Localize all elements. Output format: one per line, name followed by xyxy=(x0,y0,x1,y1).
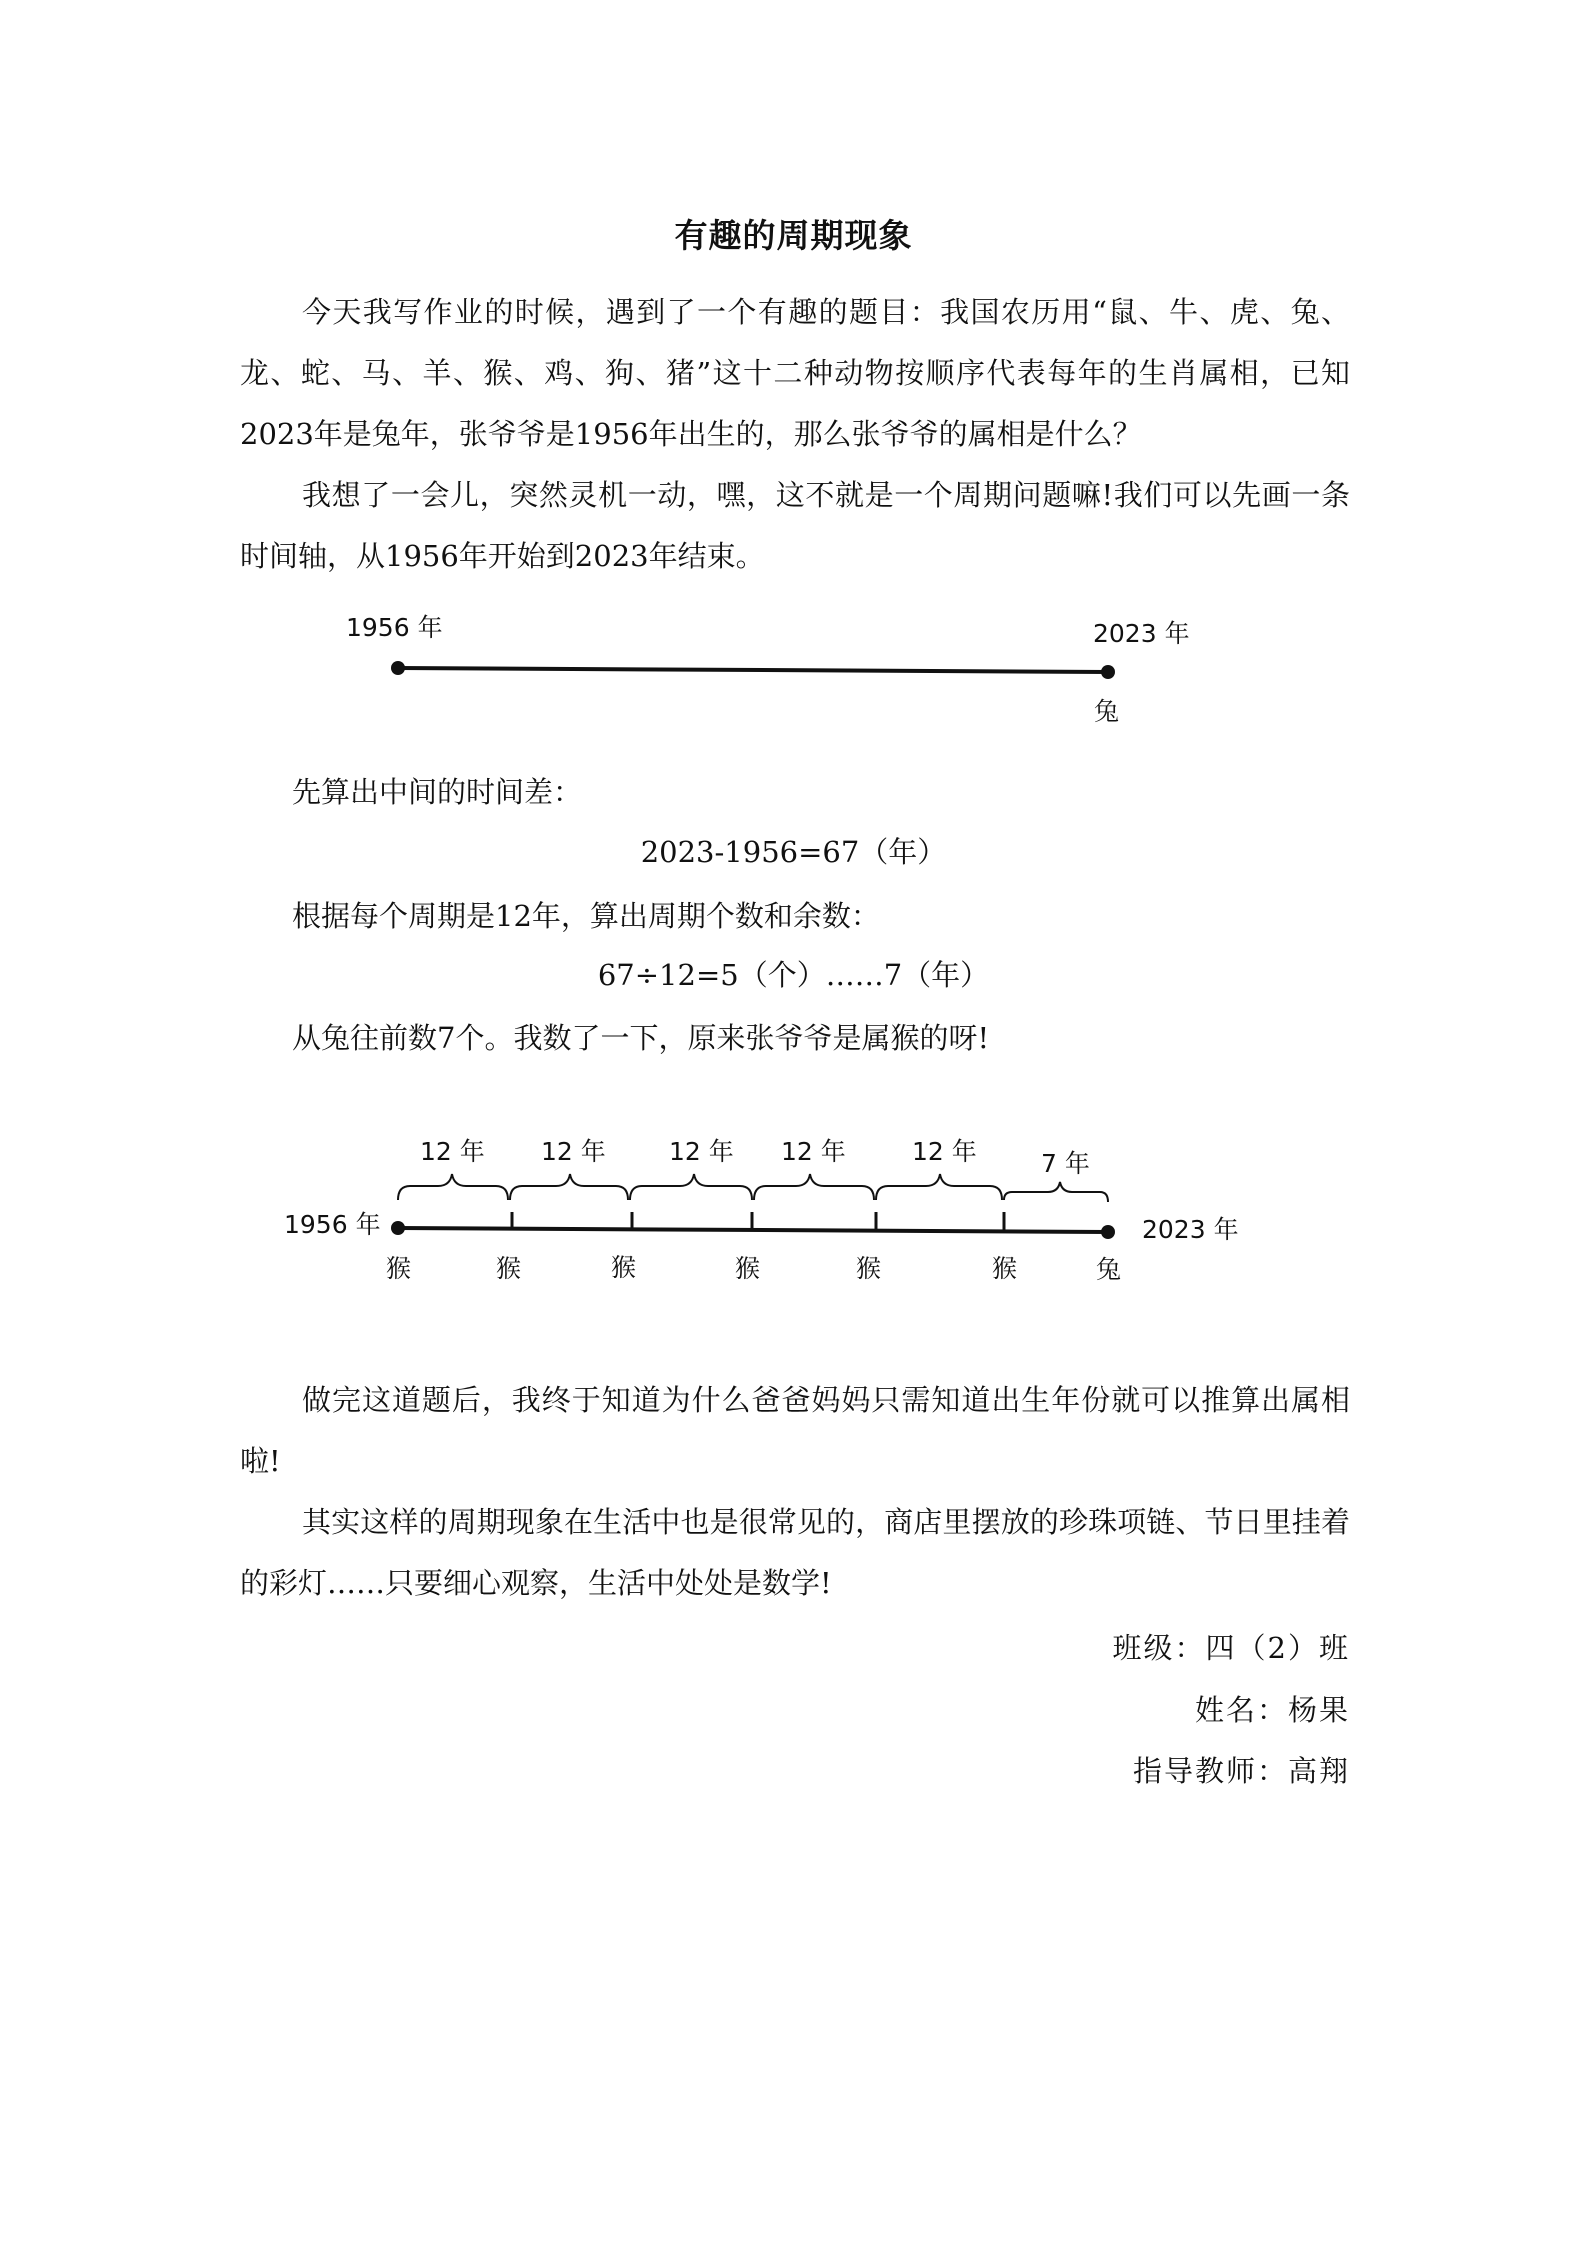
page-title: 有趣的周期现象 xyxy=(674,216,913,255)
signature-class: 班级：四（2）班 xyxy=(1112,1631,1350,1665)
timeline-cycles xyxy=(0,1130,1587,1300)
timeline1-end-label: 2023 年 xyxy=(1093,619,1190,648)
brace xyxy=(630,1174,752,1200)
animal-label: 猴 xyxy=(496,1254,522,1283)
signature-teacher: 指导教师：高翔 xyxy=(1132,1754,1350,1788)
segment-label: 12 年 xyxy=(541,1137,606,1166)
timeline2-end-dot xyxy=(1101,1225,1115,1239)
brace xyxy=(876,1174,1002,1200)
timeline-simple xyxy=(0,600,1587,740)
animal-label: 猴 xyxy=(856,1254,882,1283)
animal-label: 猴 xyxy=(386,1254,412,1283)
segment-braces xyxy=(398,1174,1108,1202)
brace xyxy=(398,1174,508,1200)
paragraph-idea: 我想了一会儿，突然灵机一动，嘿，这不就是一个周期问题嘛!我们可以先画一条时间轴，从1956年开始到2023年结束。 xyxy=(240,478,1350,573)
timeline1-start-label: 1956 年 xyxy=(346,613,443,642)
timeline1-axis xyxy=(398,668,1108,672)
segment-label: 7 年 xyxy=(1041,1149,1090,1178)
paragraph-reflection: 其实这样的周期现象在生活中也是很常见的，商店里摆放的珍珠项链、节日里挂着的彩灯……只要细心观察，生活中处处是数学! xyxy=(240,1505,1350,1600)
signature-name: 姓名：杨果 xyxy=(1194,1693,1350,1727)
brace xyxy=(510,1174,628,1200)
step-count-text: 从兔往前数7个。我数了一下，原来张爷爷是属猴的呀! xyxy=(292,1021,990,1055)
timeline1-end-animal: 兔 xyxy=(1094,697,1120,726)
paragraph-conclusion: 做完这道题后，我终于知道为什么爸爸妈妈只需知道出生年份就可以推算出属相啦! xyxy=(240,1383,1350,1478)
segment-label: 12 年 xyxy=(420,1137,485,1166)
animal-label: 猴 xyxy=(611,1253,637,1282)
equation-division: 67÷12=5（个）……7（年） xyxy=(597,958,990,992)
segment-labels xyxy=(420,1137,1090,1178)
step-difference-text: 先算出中间的时间差： xyxy=(292,775,583,809)
segment-label: 12 年 xyxy=(912,1137,977,1166)
segment-label: 12 年 xyxy=(781,1137,846,1166)
animal-labels xyxy=(386,1253,1121,1284)
timeline2-end-label: 2023 年 xyxy=(1142,1215,1239,1244)
timeline2-start-dot xyxy=(391,1221,405,1235)
timeline2-start-label: 1956 年 xyxy=(284,1210,381,1239)
timeline1-start-dot xyxy=(391,661,405,675)
animal-label: 猴 xyxy=(735,1254,761,1283)
brace xyxy=(1004,1182,1108,1202)
animal-label: 兔 xyxy=(1096,1255,1122,1284)
paragraph-problem: 今天我写作业的时候，遇到了一个有趣的题目：我国农历用“鼠、牛、虎、兔、龙、蛇、马、羊、猴、鸡、狗、猪”这十二种动物按顺序代表每年的生肖属相，已知2023年是兔年，张爷爷是1956年出生的，那么张爷爷的属相是什么？ xyxy=(240,295,1350,451)
step-period-text: 根据每个周期是12年，算出周期个数和余数： xyxy=(292,899,880,933)
brace xyxy=(754,1174,874,1200)
animal-label: 猴 xyxy=(992,1254,1018,1283)
segment-label: 12 年 xyxy=(669,1137,734,1166)
timeline1-end-dot xyxy=(1101,665,1115,679)
equation-difference: 2023-1956=67（年） xyxy=(640,835,947,869)
